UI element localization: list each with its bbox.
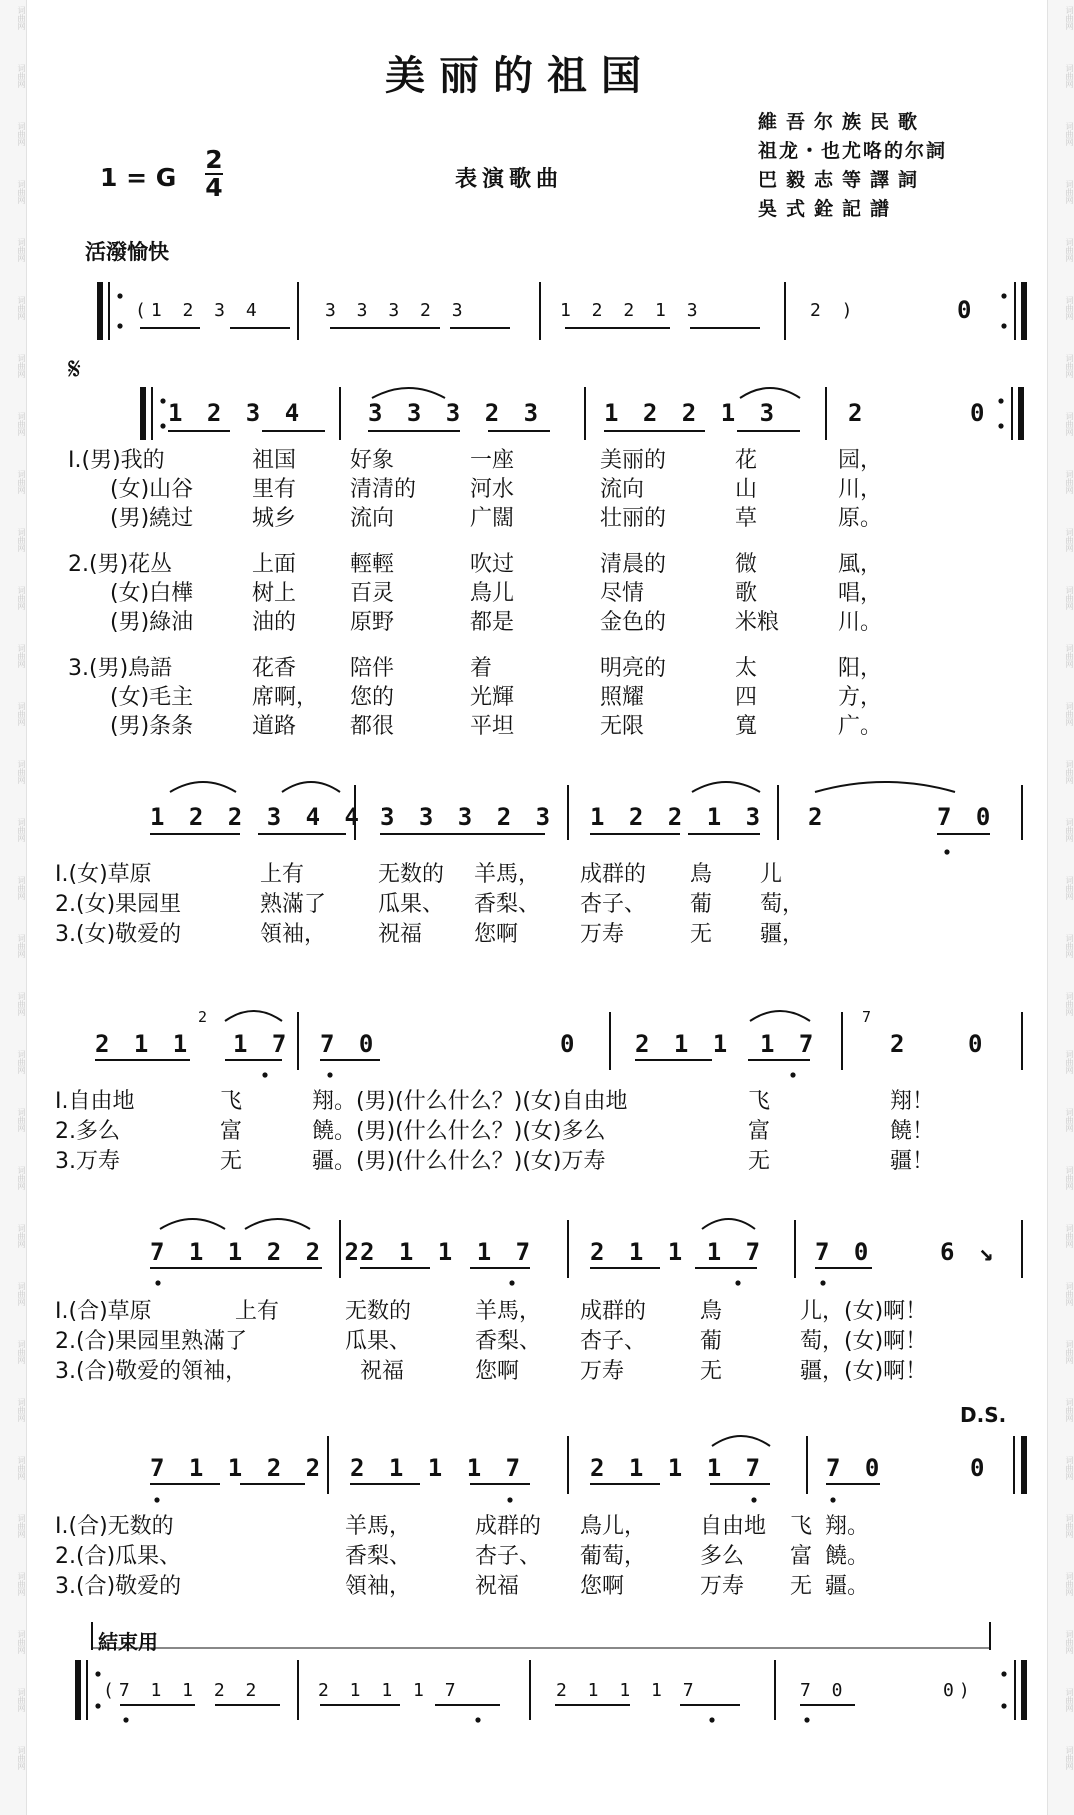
watermark-text: 词曲网 bbox=[17, 1746, 26, 1770]
watermark-text: 词曲网 bbox=[17, 992, 26, 1016]
lyric-word: 好象 bbox=[350, 448, 395, 473]
lyric-word: 飞 bbox=[220, 1089, 243, 1114]
note-group: 0 bbox=[970, 1454, 990, 1482]
lyric-word: 儿，(女)啊！ bbox=[800, 1299, 928, 1324]
lyric-word: 万寿 bbox=[700, 1574, 745, 1599]
note-group: 2 1 1 1 7 bbox=[318, 1680, 461, 1701]
lyric-word: 方， bbox=[838, 685, 883, 710]
lyric-word: 萄，(女)啊！ bbox=[800, 1329, 928, 1354]
octave-dot bbox=[944, 849, 949, 854]
slur bbox=[815, 782, 955, 792]
watermark-text: 词曲网 bbox=[1065, 1282, 1074, 1306]
note-group: 3 3 3 2 3 bbox=[325, 300, 468, 321]
note-group: 0 bbox=[970, 399, 990, 427]
lyric-word: 尽情 bbox=[600, 581, 645, 606]
lyric-word: (男)綠油 bbox=[110, 610, 194, 635]
lyric-word: 3.(女)敬爱的 bbox=[55, 922, 182, 947]
lyric-word: 成群的 bbox=[475, 1514, 542, 1539]
octave-dot bbox=[998, 398, 1003, 403]
lyric-word: 飞 bbox=[748, 1089, 771, 1114]
lyric-word: 葡 bbox=[690, 892, 713, 917]
lyric-word: 壮丽的 bbox=[600, 506, 667, 531]
watermark-text: 词曲网 bbox=[1065, 1688, 1074, 1712]
slur bbox=[750, 1011, 810, 1021]
watermark-text: 词曲网 bbox=[17, 354, 26, 378]
octave-dot bbox=[509, 1280, 514, 1285]
lyric-word: 饒。(男)(什么什么？)(女)多么 bbox=[312, 1119, 606, 1144]
lyric-word: 园， bbox=[838, 448, 883, 473]
lyric-word: 香梨、 bbox=[474, 892, 541, 917]
lyric-word: 城乡 bbox=[252, 506, 297, 531]
lyric-word: 杏子、 bbox=[580, 1329, 647, 1354]
lyric-word: (女)白樺 bbox=[110, 581, 194, 606]
octave-dot bbox=[95, 1671, 100, 1676]
octave-dot bbox=[804, 1717, 809, 1722]
slur bbox=[740, 388, 800, 398]
lyric-word: 上面 bbox=[252, 552, 297, 577]
note-group: 7 0 bbox=[320, 1030, 379, 1058]
watermark-text: 词曲网 bbox=[1065, 1456, 1074, 1480]
watermark-text: 词曲网 bbox=[1065, 934, 1074, 958]
octave-dot bbox=[735, 1280, 740, 1285]
lyric-word: 饒！ bbox=[890, 1119, 935, 1144]
credit-line: 祖龙・也尤咯的尔詞 bbox=[758, 140, 948, 162]
watermark-text: 词曲网 bbox=[17, 64, 26, 88]
lyric-word: 您啊 bbox=[475, 1359, 520, 1384]
note-group: 7 0 bbox=[826, 1454, 885, 1482]
watermark-text: 词曲网 bbox=[1065, 1108, 1074, 1132]
lyric-word: 无 bbox=[790, 1574, 813, 1599]
note-group: (1 2 3 4 bbox=[135, 300, 262, 321]
lyric-word: 瓜果、 bbox=[378, 892, 445, 917]
dal-segno-mark: D.S. bbox=[960, 1403, 1007, 1427]
slur bbox=[712, 1436, 770, 1446]
watermark-text: 词曲网 bbox=[17, 1050, 26, 1074]
lyric-word: 疆，(女)啊！ bbox=[800, 1359, 928, 1384]
lyric-word: 树上 bbox=[252, 581, 297, 606]
lyric-word: 杏子、 bbox=[475, 1544, 542, 1569]
watermark-text: 词曲网 bbox=[1065, 1340, 1074, 1364]
lyric-word: 花 bbox=[735, 448, 758, 473]
octave-dot bbox=[123, 1717, 128, 1722]
grace-note: 7 bbox=[862, 1008, 877, 1026]
watermark-text: 词曲网 bbox=[17, 1166, 26, 1190]
lyric-word: 葡 bbox=[700, 1329, 723, 1354]
note-group: 6 ↘ bbox=[940, 1238, 999, 1266]
octave-dot bbox=[1001, 293, 1006, 298]
watermark-text: 词曲网 bbox=[17, 586, 26, 610]
octave-dot bbox=[830, 1497, 835, 1502]
watermark-text: 词曲网 bbox=[1065, 1746, 1074, 1770]
lyric-word: 多么 bbox=[700, 1544, 745, 1569]
watermark-text: 词曲网 bbox=[17, 644, 26, 668]
octave-dot bbox=[117, 323, 122, 328]
lyric-word: 无数的 bbox=[345, 1299, 412, 1324]
lyric-word: 都很 bbox=[350, 714, 395, 739]
lyric-word: 2.多么 bbox=[55, 1119, 120, 1144]
lyric-word: 萄， bbox=[760, 892, 805, 917]
note-group: 1 2 2 1 3 bbox=[560, 300, 703, 321]
note-group: 2 1 1 bbox=[635, 1030, 733, 1058]
lyric-word: 金色的 bbox=[600, 610, 667, 635]
note-group: 1 2 2 1 3 bbox=[604, 399, 780, 427]
octave-dot bbox=[751, 1497, 756, 1502]
watermark-text: 词曲网 bbox=[17, 122, 26, 146]
note-group: 1 2 3 4 bbox=[168, 399, 305, 427]
lyric-word: 富 bbox=[790, 1544, 813, 1569]
note-group: 0 bbox=[957, 296, 977, 324]
lyric-word: 3.(合)敬爱的 bbox=[55, 1574, 182, 1599]
lyric-word: 3.万寿 bbox=[55, 1149, 120, 1174]
lyric-word: 无数的 bbox=[378, 862, 445, 887]
lyric-word: 油的 bbox=[252, 610, 297, 635]
watermark-text: 词曲网 bbox=[1065, 528, 1074, 552]
watermark-text: 词曲网 bbox=[1065, 586, 1074, 610]
lyric-word: 成群的 bbox=[580, 1299, 647, 1324]
note-group: 1 7 bbox=[233, 1030, 292, 1058]
slur bbox=[160, 1219, 225, 1229]
slur bbox=[170, 782, 236, 792]
lyric-word: 万寿 bbox=[580, 922, 625, 947]
watermark-text: 词曲网 bbox=[1065, 6, 1074, 30]
lyric-word: 里有 bbox=[252, 477, 297, 502]
lyric-word: 杏子、 bbox=[580, 892, 647, 917]
lyric-word: 吹过 bbox=[470, 552, 515, 577]
lyric-word: (女)毛主 bbox=[110, 685, 194, 710]
lyric-word: 花香 bbox=[252, 656, 297, 681]
lyric-word: 四 bbox=[735, 685, 758, 710]
octave-dot bbox=[155, 1280, 160, 1285]
lyric-word: 領袖， bbox=[345, 1574, 412, 1599]
lyric-word: 上有 bbox=[260, 862, 305, 887]
lyric-word: 您啊 bbox=[474, 922, 519, 947]
lyric-word: 飞 bbox=[790, 1514, 813, 1539]
watermark-text: 词曲网 bbox=[1065, 992, 1074, 1016]
slur bbox=[692, 782, 760, 792]
lyric-word: 上有 bbox=[235, 1299, 280, 1324]
lyric-word: 无限 bbox=[600, 714, 645, 739]
lyric-word: 2.(合)瓜果、 bbox=[55, 1544, 182, 1569]
lyric-word: 2.(男)花丛 bbox=[68, 552, 173, 577]
lyric-word: 着 bbox=[470, 656, 493, 681]
lyric-word: 鳥 bbox=[690, 862, 713, 887]
lyric-word: 輕輕 bbox=[350, 552, 395, 577]
watermark-text: 词曲网 bbox=[17, 470, 26, 494]
lyric-word: 您啊 bbox=[580, 1574, 625, 1599]
note-group: 2 1 1 1 7 bbox=[556, 1680, 699, 1701]
segno-sign: 𝄋 bbox=[68, 352, 81, 387]
watermark-text: 词曲网 bbox=[1065, 760, 1074, 784]
watermark-text: 词曲网 bbox=[1065, 180, 1074, 204]
slur bbox=[282, 782, 340, 792]
lyric-word: 河水 bbox=[470, 477, 515, 502]
octave-dot bbox=[475, 1717, 480, 1722]
lyric-word: Ⅰ.(女)草原 bbox=[55, 862, 152, 887]
octave-dot bbox=[507, 1497, 512, 1502]
lyric-word: 葡萄， bbox=[580, 1544, 647, 1569]
watermark-text: 词曲网 bbox=[17, 1340, 26, 1364]
octave-dot bbox=[1001, 323, 1006, 328]
lyric-word: 風， bbox=[838, 552, 883, 577]
lyric-word: 万寿 bbox=[580, 1359, 625, 1384]
watermark-text: 词曲网 bbox=[1065, 1166, 1074, 1190]
lyric-word: 歌 bbox=[735, 581, 758, 606]
lyric-word: 鳥 bbox=[700, 1299, 723, 1324]
credit-line: 吳式銓記譜 bbox=[758, 198, 899, 220]
note-group: 2 bbox=[808, 803, 828, 831]
lyric-word: 草 bbox=[735, 506, 758, 531]
lyric-word: 祝福 bbox=[360, 1359, 405, 1384]
note-group: 2 1 1 1 7 bbox=[350, 1454, 526, 1482]
lyric-word: 祝福 bbox=[475, 1574, 520, 1599]
octave-dot bbox=[820, 1280, 825, 1285]
grace-note: 2 bbox=[198, 1008, 213, 1026]
lyric-word: 美丽的 bbox=[600, 448, 667, 473]
watermark-text: 词曲网 bbox=[17, 1514, 26, 1538]
octave-dot bbox=[160, 398, 165, 403]
lyric-word: 羊馬， bbox=[345, 1514, 412, 1539]
lyric-word: 富 bbox=[220, 1119, 243, 1144]
lyric-word: 領袖， bbox=[260, 922, 327, 947]
watermark-text: 词曲网 bbox=[17, 1456, 26, 1480]
lyric-word: 川， bbox=[838, 477, 883, 502]
lyric-word: 香梨、 bbox=[475, 1329, 542, 1354]
note-group: 3 3 3 2 3 bbox=[380, 803, 556, 831]
time-numerator: 2 bbox=[205, 145, 223, 174]
slur bbox=[372, 388, 445, 398]
lyric-word: 米粮 bbox=[735, 610, 780, 635]
lyric-word: 翔！ bbox=[890, 1089, 935, 1114]
note-group: 3 3 3 2 3 bbox=[368, 399, 544, 427]
lyric-word: (男)繞过 bbox=[110, 506, 194, 531]
lyric-word: 一座 bbox=[470, 448, 515, 473]
watermark-text: 词曲网 bbox=[17, 6, 26, 30]
lyric-word: 陪伴 bbox=[350, 656, 395, 681]
watermark-text: 词曲网 bbox=[1065, 1224, 1074, 1248]
watermark-text: 词曲网 bbox=[1065, 876, 1074, 900]
watermark-text: 词曲网 bbox=[1065, 1630, 1074, 1654]
tempo-marking: 活潑愉快 bbox=[85, 240, 169, 264]
note-group: 7 1 1 2 2 bbox=[150, 1454, 326, 1482]
note-group: 0) bbox=[943, 1680, 975, 1701]
lyric-word: 2.(女)果园里 bbox=[55, 892, 182, 917]
credit-line: 維吾尔族民歌 bbox=[758, 111, 927, 133]
lyric-word: 疆。(男)(什么什么？)(女)万寿 bbox=[312, 1149, 606, 1174]
watermark-text: 词曲网 bbox=[1065, 1514, 1074, 1538]
lyric-word: 太 bbox=[735, 656, 758, 681]
lyric-word: 儿 bbox=[760, 862, 783, 887]
watermark-text: 词曲网 bbox=[17, 934, 26, 958]
watermark-text: 词曲网 bbox=[1065, 1050, 1074, 1074]
watermark-text: 词曲网 bbox=[17, 238, 26, 262]
octave-dot bbox=[154, 1497, 159, 1502]
lyric-word: 羊馬， bbox=[475, 1299, 542, 1324]
octave-dot bbox=[998, 423, 1003, 428]
watermark-text: 词曲网 bbox=[1065, 122, 1074, 146]
lyric-word: 香梨、 bbox=[345, 1544, 412, 1569]
octave-dot bbox=[790, 1072, 795, 1077]
watermark-text: 词曲网 bbox=[17, 1224, 26, 1248]
lyric-word: 饒。 bbox=[825, 1544, 870, 1569]
song-title: 美丽的祖国 bbox=[385, 53, 655, 99]
lyric-word: 平坦 bbox=[470, 714, 515, 739]
note-group: (7 1 1 2 2 bbox=[103, 1680, 262, 1701]
lyric-word: 祝福 bbox=[378, 922, 423, 947]
note-group: 2 1 1 bbox=[95, 1030, 193, 1058]
lyric-word: 席啊， bbox=[252, 685, 319, 710]
octave-dot bbox=[1001, 1671, 1006, 1676]
lyric-word: 微 bbox=[735, 552, 758, 577]
note-group: 2 ) bbox=[810, 300, 858, 321]
time-denominator: 4 bbox=[205, 173, 223, 202]
octave-dot bbox=[160, 423, 165, 428]
lyric-word: 无 bbox=[220, 1149, 243, 1174]
lyric-word: 自由地 bbox=[700, 1514, 767, 1539]
lyric-word: Ⅰ.自由地 bbox=[55, 1089, 135, 1114]
note-group: 7 1 1 2 2 2 bbox=[150, 1238, 364, 1266]
watermark-text: 词曲网 bbox=[17, 1398, 26, 1422]
watermark-text: 词曲网 bbox=[1065, 702, 1074, 726]
lyric-word: 流向 bbox=[350, 506, 395, 531]
lyric-word: 清晨的 bbox=[600, 552, 667, 577]
watermark-text: 词曲网 bbox=[17, 876, 26, 900]
watermark-text: 词曲网 bbox=[17, 1572, 26, 1596]
slur bbox=[245, 1219, 310, 1229]
watermark-text: 词曲网 bbox=[17, 702, 26, 726]
lyric-word: 您的 bbox=[350, 685, 395, 710]
octave-dot bbox=[117, 293, 122, 298]
note-group: 7 0 bbox=[815, 1238, 874, 1266]
octave-dot bbox=[1001, 1703, 1006, 1708]
lyric-word: Ⅰ.(合)草原 bbox=[55, 1299, 152, 1324]
lyric-word: Ⅰ.(合)无数的 bbox=[55, 1514, 174, 1539]
note-group: 7 0 bbox=[937, 803, 996, 831]
lyric-word: 疆。 bbox=[825, 1574, 870, 1599]
watermark-text: 词曲网 bbox=[17, 1688, 26, 1712]
octave-dot bbox=[709, 1717, 714, 1722]
note-group: 2 bbox=[848, 399, 868, 427]
lyric-word: 翔。 bbox=[825, 1514, 870, 1539]
octave-dot bbox=[95, 1703, 100, 1708]
note-group: 2 1 1 1 7 bbox=[590, 1454, 766, 1482]
credit-line: 巴毅志等譯詞 bbox=[758, 169, 927, 191]
watermark-text: 词曲网 bbox=[1065, 296, 1074, 320]
key-signature: 1 = G bbox=[100, 163, 177, 192]
lyric-word: 清清的 bbox=[350, 477, 417, 502]
watermark-text: 词曲网 bbox=[17, 818, 26, 842]
lyric-word: 疆， bbox=[760, 922, 805, 947]
note-group: 2 1 1 1 7 bbox=[590, 1238, 766, 1266]
octave-dot bbox=[262, 1072, 267, 1077]
lyric-word: 祖国 bbox=[252, 448, 297, 473]
watermark-text: 词曲网 bbox=[17, 1108, 26, 1132]
lyric-word: 照耀 bbox=[600, 685, 645, 710]
watermark-text: 词曲网 bbox=[1065, 354, 1074, 378]
lyric-word: 鳥儿 bbox=[470, 581, 515, 606]
lyric-word: (男)条条 bbox=[110, 714, 194, 739]
lyric-word: 光輝 bbox=[470, 685, 515, 710]
note-group: 0 bbox=[968, 1030, 988, 1058]
lyric-word: 原。 bbox=[838, 506, 883, 531]
lyric-word: 3.(男)鳥語 bbox=[68, 656, 173, 681]
lyric-word: 明亮的 bbox=[600, 656, 667, 681]
watermark-text: 词曲网 bbox=[1065, 64, 1074, 88]
lyric-word: 无 bbox=[748, 1149, 771, 1174]
note-group: 0 bbox=[560, 1030, 580, 1058]
watermark-text: 词曲网 bbox=[1065, 1572, 1074, 1596]
lyric-word: 2.(合)果园里熟滿了 bbox=[55, 1329, 248, 1354]
lyric-word: 百灵 bbox=[350, 581, 395, 606]
lyric-word: 阳， bbox=[838, 656, 883, 681]
lyric-word: 成群的 bbox=[580, 862, 647, 887]
lyric-word: 羊馬， bbox=[474, 862, 541, 887]
lyric-word: 都是 bbox=[470, 610, 515, 635]
lyric-word: Ⅰ.(男)我的 bbox=[68, 448, 165, 473]
lyric-word: 无 bbox=[700, 1359, 723, 1384]
watermark-text: 词曲网 bbox=[1065, 238, 1074, 262]
watermark-text: 词曲网 bbox=[17, 296, 26, 320]
lyric-word: 瓜果、 bbox=[345, 1329, 412, 1354]
watermark-text: 词曲网 bbox=[17, 1630, 26, 1654]
lyric-word: 川。 bbox=[838, 610, 883, 635]
watermark-text: 词曲网 bbox=[1065, 644, 1074, 668]
watermark-text: 词曲网 bbox=[1065, 1398, 1074, 1422]
note-group: 1 7 bbox=[760, 1030, 819, 1058]
lyric-word: 熟滿了 bbox=[260, 892, 327, 917]
watermark-text: 词曲网 bbox=[17, 528, 26, 552]
octave-dot bbox=[327, 1072, 332, 1077]
lyric-word: 原野 bbox=[350, 610, 395, 635]
genre-label: 表演歌曲 bbox=[455, 167, 564, 192]
coda-label: 結束用 bbox=[98, 1630, 158, 1654]
watermark-text: 词曲网 bbox=[17, 1282, 26, 1306]
note-group: 1 2 2 3 4 4 bbox=[150, 803, 364, 831]
watermark-text: 词曲网 bbox=[17, 760, 26, 784]
note-group: 7 0 bbox=[800, 1680, 848, 1701]
lyric-word: 广。 bbox=[838, 714, 883, 739]
note-group: 2 bbox=[890, 1030, 910, 1058]
lyric-word: 流向 bbox=[600, 477, 645, 502]
watermark-text: 词曲网 bbox=[17, 412, 26, 436]
lyric-word: 唱， bbox=[838, 581, 883, 606]
watermark-text: 词曲网 bbox=[1065, 470, 1074, 494]
watermark-text: 词曲网 bbox=[1065, 412, 1074, 436]
lyric-word: 广闊 bbox=[470, 506, 515, 531]
note-group: 2 1 1 1 7 bbox=[360, 1238, 536, 1266]
lyric-word: 山 bbox=[735, 477, 758, 502]
lyric-word: 3.(合)敬爱的領袖， bbox=[55, 1359, 248, 1384]
lyric-word: 鳥儿， bbox=[580, 1514, 647, 1539]
watermark-text: 词曲网 bbox=[17, 180, 26, 204]
note-group: 1 2 2 1 3 bbox=[590, 803, 766, 831]
lyric-word: 翔。(男)(什么什么？)(女)自由地 bbox=[312, 1089, 628, 1114]
lyric-word: 无 bbox=[690, 922, 713, 947]
lyric-word: 道路 bbox=[252, 714, 297, 739]
lyric-word: 疆！ bbox=[890, 1149, 935, 1174]
lyric-word: (女)山谷 bbox=[110, 477, 194, 502]
watermark-text: 词曲网 bbox=[1065, 818, 1074, 842]
slur bbox=[702, 1219, 755, 1229]
slur bbox=[225, 1011, 282, 1021]
lyric-word: 富 bbox=[748, 1119, 771, 1144]
lyric-word: 寬 bbox=[735, 714, 758, 739]
